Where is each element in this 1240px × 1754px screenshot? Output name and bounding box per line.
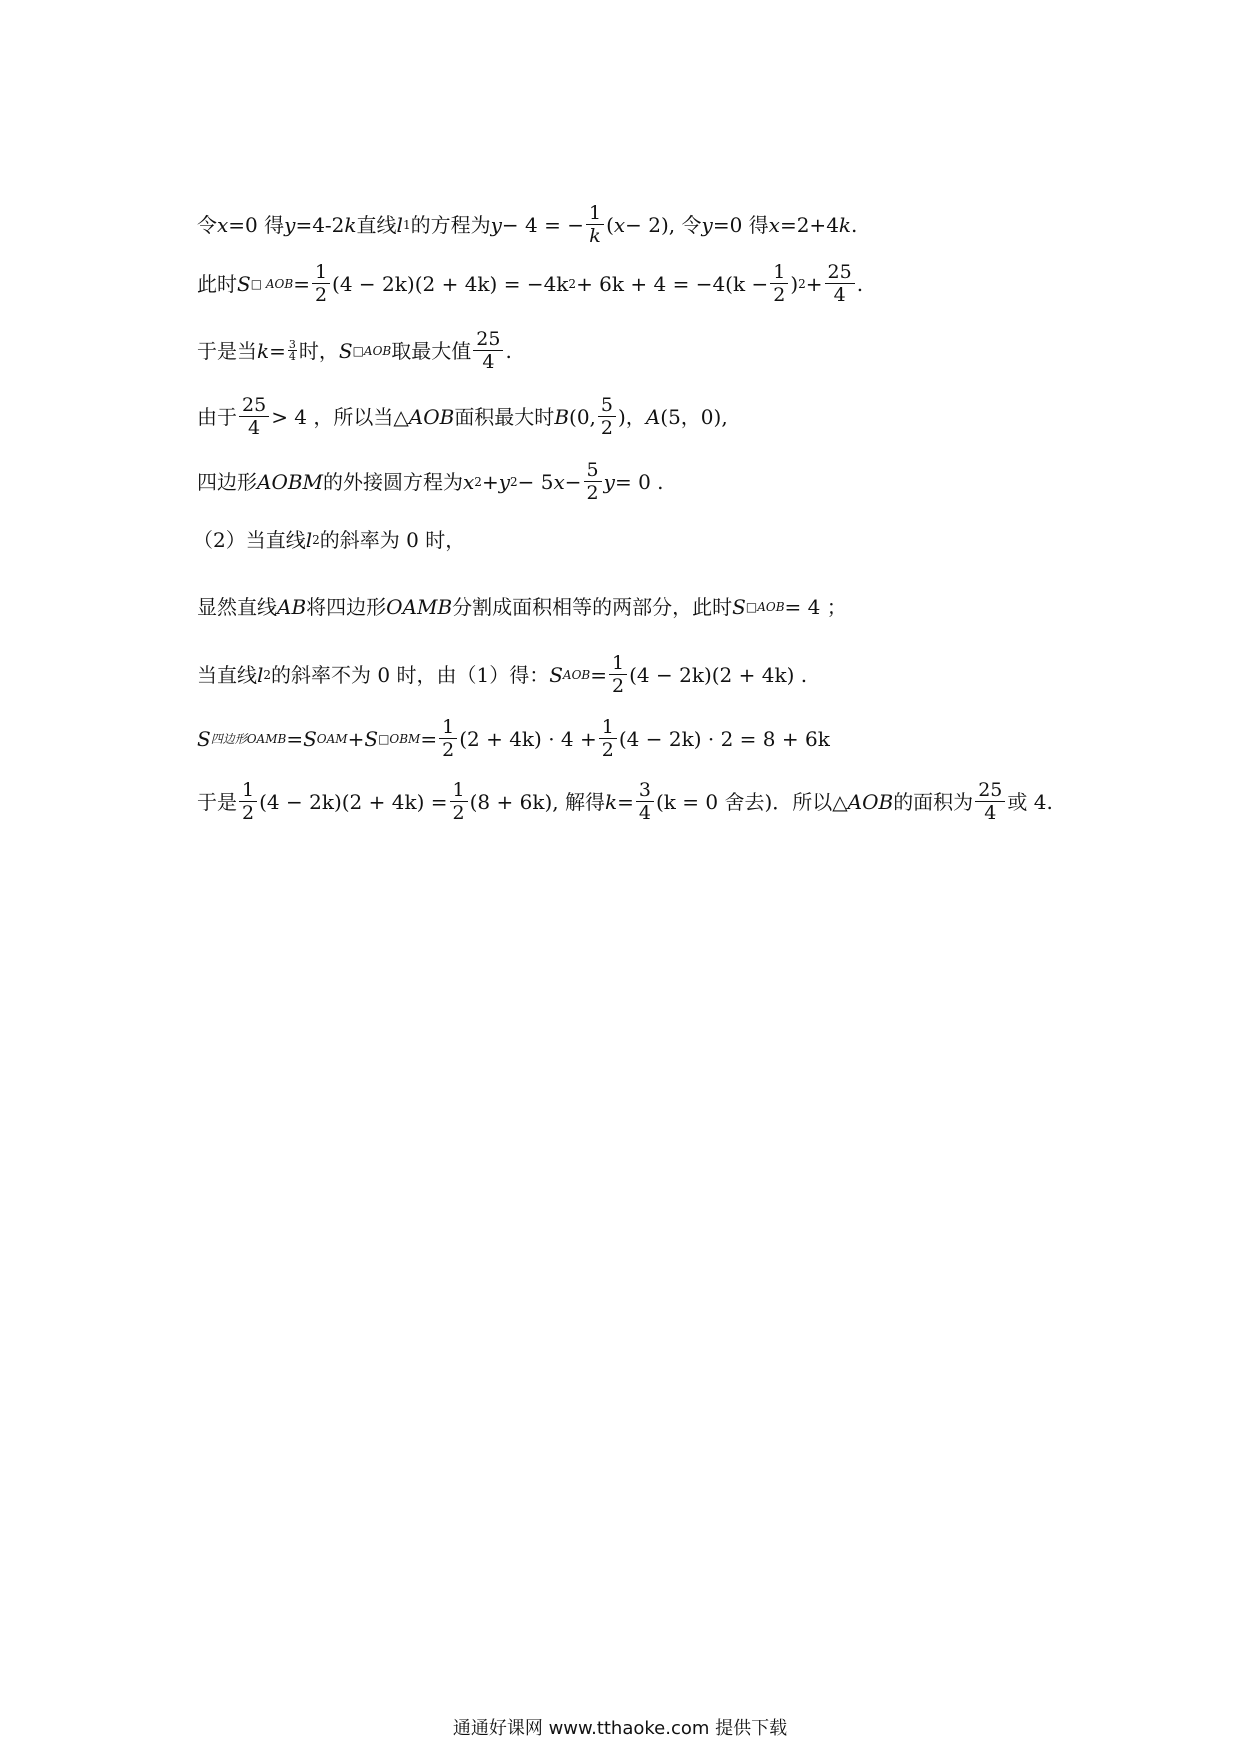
fraction (239, 780, 257, 823)
denominator: 2 (612, 675, 625, 697)
numerator: 5 (598, 395, 616, 417)
solution-line-7: 显然直线 AB 将四边形 OAMB 分割成面积相等的两部分，此时 S □AOB = 4 ； (197, 595, 847, 619)
var-S: S (237, 271, 251, 296)
fraction (975, 780, 1005, 823)
text: 直线 (356, 212, 397, 237)
solution-line-3: 于是当 k = $\frac{3}{4}$ 时， S □AOB 取最大值 $\frac{25}{4}$ . (197, 328, 512, 373)
var-x: x (613, 212, 626, 237)
denominator: 4 (248, 417, 261, 439)
text: 将四边形 (306, 595, 387, 619)
text: )， (618, 404, 646, 429)
fraction (770, 262, 788, 305)
numerator: 1 (586, 203, 604, 225)
text: − 5 (517, 469, 554, 494)
text: = (286, 726, 304, 751)
text: . (856, 271, 864, 296)
segment-name: AB (277, 595, 307, 619)
var-y: y (490, 212, 502, 237)
denominator: 4 (984, 802, 997, 824)
solution-line-5: 四边形 AOBM 的外接圆方程为 x 2 + y 2 − 5 x − $\frac{5}{2}$ y = 0 . (197, 459, 664, 504)
text: 当直线 (197, 662, 257, 687)
var-x: x (217, 212, 229, 237)
var-S: S (197, 726, 211, 751)
denominator: 2 (442, 739, 455, 761)
text: = 4 ； (784, 595, 847, 619)
text: − 2), 令 (625, 212, 702, 237)
text: 取最大值 (391, 338, 472, 363)
fraction (473, 329, 503, 372)
denominator: 2 (586, 482, 599, 504)
text: =0 得 (228, 212, 285, 237)
text: 的斜率不为 0 时，由（1）得： (271, 662, 550, 687)
fraction (312, 262, 330, 305)
denominator: 4 (288, 350, 296, 363)
solution-line-1: 令 x =0 得 y =4-2 k 直线 l 1 的方程为 y − 4 = − $\frac{1}{k}$ ( x − 2), 令 y =0 得 x =2+4 k . (197, 202, 858, 247)
var-k: k (344, 212, 357, 237)
numerator: 25 (975, 780, 1005, 802)
solution-line-2: 此时 S □ AOB = $\frac{1}{2}$ (4 − 2k)(2 + 4k) = −4k 2 + 6k + 4 = −4(k − $\frac{1}{2}$ ) 2 + $\frac{25}{4}$ . (197, 261, 864, 306)
numerator: 1 (439, 717, 457, 739)
numerator: 25 (239, 395, 269, 417)
text: 时， (298, 338, 339, 363)
fraction (439, 717, 457, 760)
text: =4-2 (295, 212, 345, 237)
var-x: x (553, 469, 565, 494)
var-S: S (338, 338, 353, 363)
var-l: l (257, 662, 264, 687)
fraction (586, 203, 604, 246)
text: − (564, 469, 582, 494)
denominator: 2 (242, 802, 255, 824)
denominator: 2 (601, 739, 614, 761)
quad-name: AOBM (257, 469, 324, 494)
var-x: x (463, 469, 475, 494)
var-l: l (305, 528, 313, 552)
text: (4 − 2k) · 2 = 8 + 6k (618, 726, 830, 751)
var-x: x (768, 212, 780, 237)
var-S: S (549, 662, 563, 687)
triangle-name: AOB (408, 404, 455, 429)
var-S: S (364, 726, 379, 751)
text: (4 − 2k)(2 + 4k) . (629, 662, 808, 687)
fraction (239, 395, 269, 438)
text: 于是当 (197, 338, 257, 363)
numerator: 1 (609, 653, 627, 675)
numerator: 3 (288, 338, 296, 351)
text: + (347, 726, 365, 751)
denominator: 2 (452, 802, 465, 824)
numerator: 1 (312, 262, 330, 284)
var-k: k (257, 338, 270, 363)
text: (k = 0 舍去)．所以△ (655, 789, 848, 814)
text: (4 − 2k)(2 + 4k) = −4k (332, 271, 569, 296)
denominator: 2 (773, 284, 786, 306)
text: (8 + 6k), 解得 (469, 789, 605, 814)
var-k: k (604, 789, 618, 814)
text: 的斜率为 0 时， (319, 528, 466, 552)
numerator: 1 (239, 780, 257, 802)
text: （2）当直线 (193, 528, 306, 552)
numerator: 25 (473, 329, 503, 351)
var-y: y (498, 469, 511, 494)
numerator: 3 (636, 780, 654, 802)
text: (2 + 4k) · 4 + (459, 726, 597, 751)
text: = (420, 726, 438, 751)
numerator: 5 (584, 460, 602, 482)
var-S: S (303, 726, 317, 751)
text: > 4 ，所以当△ (271, 404, 409, 429)
text: + 6k + 4 = −4(k − (576, 271, 769, 296)
fraction (598, 395, 616, 438)
denominator: 2 (600, 417, 613, 439)
solution-line-6: （2）当直线 l 2 的斜率为 0 时， (193, 528, 466, 552)
var-k: k (838, 212, 852, 237)
fraction (609, 653, 627, 696)
point-A: A (645, 404, 661, 429)
text: = (293, 271, 310, 296)
quad-name: OAMB (386, 595, 453, 619)
text: + (805, 271, 823, 296)
text: 四边形 (197, 469, 257, 494)
fraction (288, 339, 297, 362)
text: 令 (197, 212, 217, 237)
denominator: k (589, 225, 601, 247)
denominator: 4 (833, 284, 846, 306)
text: . (851, 212, 858, 237)
point-B: B (554, 404, 570, 429)
text: (5，0), (660, 404, 728, 429)
text: + (481, 469, 499, 494)
text: 于是 (197, 789, 237, 814)
text: (0, (569, 404, 596, 429)
text: 面积最大时 (454, 404, 555, 429)
text: 此时 (197, 271, 237, 296)
text: = (590, 662, 608, 687)
text: = 0 . (614, 469, 664, 494)
fraction (636, 780, 654, 823)
text: 分割成面积相等的两部分，此时 (452, 595, 733, 619)
text: = (269, 338, 286, 363)
page-footer: 通通好课网 www.tthaoke.com 提供下载 (452, 1718, 788, 1739)
solution-line-10 (197, 780, 1053, 823)
text: 的面积为 (893, 789, 974, 814)
text: − 4 = − (501, 212, 584, 237)
text: 由于 (197, 404, 237, 429)
triangle-name: AOB (847, 789, 894, 814)
solution-line-8: 当直线 l 2 的斜率不为 0 时，由（1）得： S AOB = $\frac{1}{2}$ (4 − 2k)(2 + 4k) . (197, 652, 808, 697)
var-y: y (701, 212, 713, 237)
text: =0 得 (712, 212, 769, 237)
denominator: 4 (482, 351, 495, 373)
var-y: y (284, 212, 296, 237)
numerator: 1 (770, 262, 788, 284)
solution-line-9: S 四边形OAMB = S OAM + S □OBM = $\frac{1}{2}$ (2 + 4k) · 4 + $\frac{1}{2}$ (4 − 2k) · 2 = 8 + 6k (197, 716, 830, 761)
text: 显然直线 (197, 595, 277, 619)
fraction (584, 460, 602, 503)
var-y: y (603, 469, 615, 494)
fraction (599, 717, 617, 760)
numerator: 1 (599, 717, 617, 739)
denominator: 4 (638, 802, 651, 824)
text: . (505, 338, 512, 363)
var-S: S (732, 595, 746, 619)
text: ( (606, 212, 614, 237)
solution-line-4 (197, 395, 728, 438)
text: =2+4 (779, 212, 839, 237)
fraction (450, 780, 468, 823)
text: 的方程为 (410, 212, 491, 237)
numerator: 25 (825, 262, 855, 284)
numerator: 1 (450, 780, 468, 802)
fraction (825, 262, 855, 305)
text: (4 − 2k)(2 + 4k) = (259, 789, 448, 814)
text: 的外接圆方程为 (323, 469, 464, 494)
text: ) (790, 271, 799, 296)
text: 或 4. (1007, 789, 1053, 814)
text: = (617, 789, 634, 814)
denominator: 2 (314, 284, 328, 306)
var-l: l (396, 212, 403, 237)
